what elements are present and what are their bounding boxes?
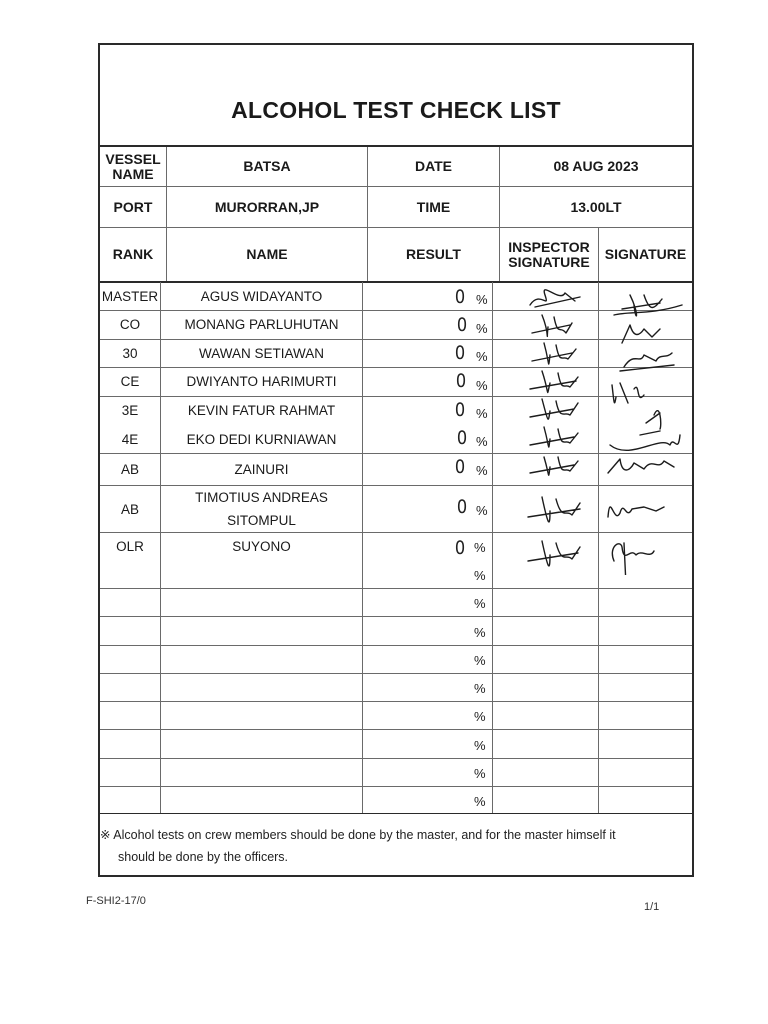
result-unit: %: [474, 596, 486, 611]
divider: [100, 701, 692, 702]
footnote-line-2: should be done by the officers.: [118, 850, 289, 864]
name-cell: ZAINURI: [234, 461, 289, 477]
result-unit: %: [476, 503, 488, 518]
name-header: NAME: [246, 246, 288, 262]
result-unit: %: [474, 709, 486, 724]
form-code: F-SHI2-17/0: [86, 895, 146, 907]
result-unit: %: [476, 321, 488, 336]
date-label: DATE: [414, 158, 453, 174]
form-title: ALCOHOL TEST CHECK LIST: [100, 45, 692, 147]
divider: [100, 758, 692, 759]
result-value: 0: [454, 286, 466, 308]
result-value: 0: [456, 427, 468, 449]
divider: [100, 673, 692, 674]
name-cell: SUYONO: [232, 538, 291, 554]
rank-cell: OLR: [116, 538, 144, 554]
vessel-name-value: BATSA: [243, 158, 291, 174]
inspector-signature-header: INSPECTOR SIGNATURE: [508, 238, 590, 270]
rank-cell: MASTER: [101, 288, 159, 304]
result-value: 0: [454, 399, 466, 421]
rank-cell: AB: [120, 461, 139, 477]
page-number: 1/1: [644, 901, 660, 913]
result-value: 0: [456, 496, 468, 518]
name-cell: WAWAN SETIAWAN: [199, 345, 324, 361]
result-unit: %: [474, 738, 486, 753]
result-unit: %: [474, 766, 486, 781]
rank-cell: CO: [119, 316, 141, 332]
vessel-name-label: VESSEL NAME: [105, 150, 161, 182]
rank-cell: CE: [120, 373, 140, 389]
signature-header: SIGNATURE: [604, 246, 687, 262]
rank-cell: 4E: [121, 431, 139, 447]
name-cell: KEVIN FATUR RAHMAT: [187, 402, 336, 418]
result-header: RESULT: [406, 246, 461, 262]
result-unit: %: [476, 434, 488, 449]
divider: [100, 281, 692, 283]
divider: [100, 786, 692, 787]
result-unit: %: [474, 540, 486, 555]
name-cell: EKO DEDI KURNIAWAN: [186, 431, 337, 447]
divider: [100, 729, 692, 730]
time-value: 13.00LT: [570, 198, 622, 215]
divider: [100, 616, 692, 617]
rank-cell: AB: [120, 501, 139, 517]
name-cell: TIMOTIUS ANDREAS SITOMPUL: [195, 490, 328, 528]
result-value: 0: [456, 314, 468, 336]
divider: [100, 645, 692, 646]
result-unit: %: [476, 463, 488, 478]
divider: [100, 588, 692, 589]
result-value: 0: [455, 370, 467, 392]
date-value: 08 AUG 2023: [553, 158, 639, 174]
footnote: [100, 813, 692, 875]
rank-header: RANK: [112, 246, 154, 262]
port-value: MURORRAN,JP: [214, 198, 320, 215]
result-value: 0: [454, 342, 466, 364]
result-value: 0: [454, 456, 466, 478]
result-unit: %: [474, 681, 486, 696]
result-unit: %: [474, 794, 486, 809]
time-label: TIME: [416, 198, 451, 215]
result-unit: %: [476, 292, 488, 307]
port-label: PORT: [113, 198, 153, 215]
rank-cell: 30: [122, 345, 138, 361]
checklist-form: [98, 43, 694, 877]
result-unit: %: [476, 406, 488, 421]
divider: [362, 282, 363, 813]
result-value: 0: [454, 537, 466, 559]
result-unit: %: [474, 653, 486, 668]
footnote-line-1: ※ Alcohol tests on crew members should be done by the master, and for the master himself it: [100, 828, 616, 842]
name-cell: AGUS WIDAYANTO: [200, 288, 323, 304]
result-unit: %: [476, 349, 488, 364]
inspector-signature-image: [520, 285, 600, 575]
crew-signature-image: [600, 285, 692, 575]
name-cell: MONANG PARLUHUTAN: [184, 316, 339, 332]
result-unit: %: [474, 568, 486, 583]
divider: [492, 282, 493, 813]
result-unit: %: [474, 625, 486, 640]
result-unit: %: [476, 378, 488, 393]
name-cell: DWIYANTO HARIMURTI: [186, 373, 337, 389]
rank-cell: 3E: [121, 402, 139, 418]
